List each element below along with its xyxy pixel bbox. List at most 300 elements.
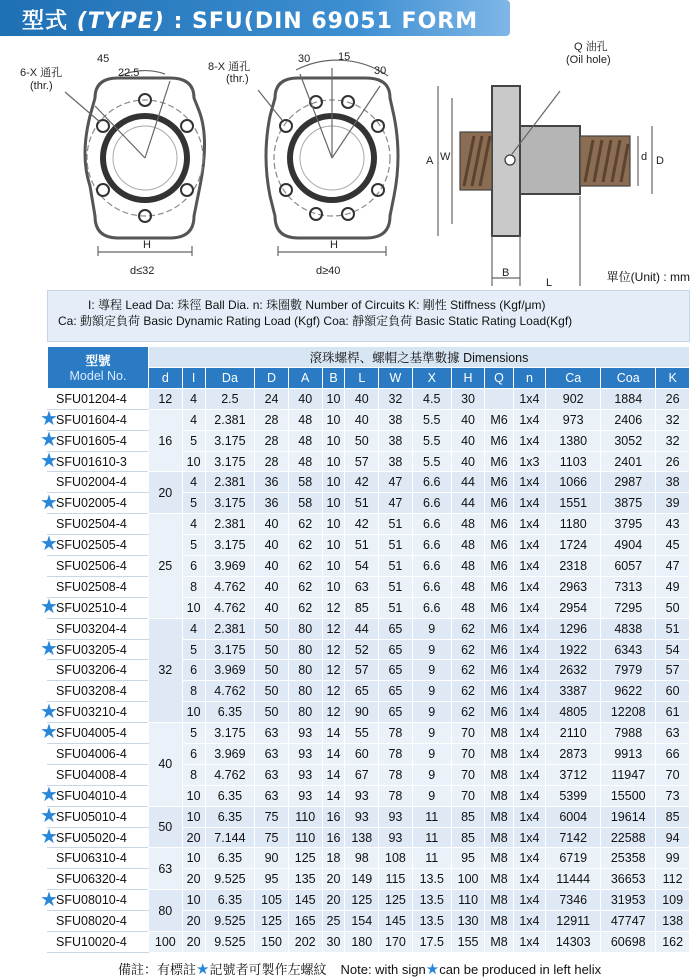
cell-q: M8	[485, 744, 513, 765]
cell-h: 85	[451, 827, 485, 848]
cell-a: 62	[288, 535, 322, 556]
cell-l: 40	[345, 409, 379, 430]
model-cell: SFU02004-4	[48, 472, 149, 493]
cell-h: 48	[451, 514, 485, 535]
cell-w: 65	[379, 618, 413, 639]
model-cell: SFU01204-4	[48, 388, 149, 409]
cell-q: M6	[485, 597, 513, 618]
cell-da: 6.35	[205, 702, 255, 723]
cell-i: 8	[182, 576, 205, 597]
cell-da: 3.175	[205, 493, 255, 514]
table-row	[48, 388, 690, 409]
legend-line-2: Ca: 動額定負荷 Basic Dynamic Rating Load (Kgf) Coa: 靜額定負荷 Basic Static Rating Load(Kgf)	[58, 314, 573, 328]
cell-i: 5	[182, 493, 205, 514]
cell-x: 5.5	[412, 430, 451, 451]
model-cell: SFU02508-4	[48, 576, 149, 597]
cell-coa: 1884	[601, 388, 656, 409]
shaft-diameter-cell: 40	[149, 723, 183, 807]
cell-b: 12	[322, 618, 345, 639]
cell-i: 8	[182, 764, 205, 785]
cell-ca: 12911	[546, 911, 601, 932]
cell-b: 18	[322, 848, 345, 869]
cell-d: 36	[255, 493, 289, 514]
model-cell: SFU02506-4	[48, 556, 149, 577]
footnote-en-after: can be produced in left helix	[439, 962, 602, 977]
cell-x: 5.5	[412, 409, 451, 430]
cell-i: 4	[182, 409, 205, 430]
model-cell: SFU08020-4	[48, 911, 149, 932]
model-cell: SFU03205-4	[48, 639, 149, 660]
model-cell: SFU03210-4	[48, 702, 149, 723]
cell-b: 25	[322, 911, 345, 932]
model-cell: SFU04008-4	[48, 764, 149, 785]
cell-x: 6.6	[412, 493, 451, 514]
title-colon: :	[173, 9, 184, 34]
cell-a: 58	[288, 472, 322, 493]
technical-drawings	[0, 36, 700, 286]
cell-coa: 6057	[601, 556, 656, 577]
cell-h: 44	[451, 472, 485, 493]
cell-w: 65	[379, 639, 413, 660]
cell-h: 62	[451, 660, 485, 681]
cell-b: 12	[322, 639, 345, 660]
cell-da: 9.525	[205, 911, 255, 932]
cell-n: 1x4	[513, 660, 546, 681]
star-icon: ★	[40, 533, 58, 556]
cell-k: 162	[656, 932, 690, 953]
star-icon: ★	[40, 721, 58, 744]
model-cell: SFU01604-4	[48, 409, 149, 430]
cell-coa: 15500	[601, 785, 656, 806]
cell-coa: 25358	[601, 848, 656, 869]
cell-a: 93	[288, 723, 322, 744]
cell-da: 3.969	[205, 744, 255, 765]
cell-q: M6	[485, 556, 513, 577]
cell-b: 10	[322, 576, 345, 597]
footnote	[118, 959, 601, 978]
left-d-label: d≤32	[130, 265, 155, 277]
cell-a: 93	[288, 764, 322, 785]
cell-b: 10	[322, 451, 345, 472]
cell-x: 11	[412, 806, 451, 827]
cell-i: 6	[182, 660, 205, 681]
shaft-diameter-cell: 100	[149, 932, 183, 953]
cell-x: 13.5	[412, 911, 451, 932]
cell-ca: 1551	[546, 493, 601, 514]
cell-i: 10	[182, 451, 205, 472]
cell-n: 1x4	[513, 388, 546, 409]
cell-q: M8	[485, 848, 513, 869]
cell-x: 13.5	[412, 869, 451, 890]
cell-da: 7.144	[205, 827, 255, 848]
cell-coa: 7295	[601, 597, 656, 618]
cell-q: M6	[485, 681, 513, 702]
cell-l: 138	[345, 827, 379, 848]
model-cell: SFU05020-4	[48, 827, 149, 848]
cell-w: 38	[379, 451, 413, 472]
cell-coa: 9622	[601, 681, 656, 702]
cell-n: 1x4	[513, 744, 546, 765]
oil-hole-label-en: (Oil hole)	[566, 54, 611, 66]
model-cell: SFU10020-4	[48, 932, 149, 953]
cell-ca: 902	[546, 388, 601, 409]
cell-a: 62	[288, 556, 322, 577]
cell-i: 10	[182, 702, 205, 723]
table-row	[48, 639, 690, 660]
footnote-cn-before: 備註：有標註	[118, 962, 197, 977]
cell-l: 180	[345, 932, 379, 953]
cell-l: 93	[345, 785, 379, 806]
cell-i: 6	[182, 556, 205, 577]
cell-q: M6	[485, 576, 513, 597]
column-header-coa: Coa	[601, 368, 656, 389]
cell-b: 10	[322, 430, 345, 451]
cell-q: M6	[485, 451, 513, 472]
cell-a: 80	[288, 618, 322, 639]
column-header-k: K	[656, 368, 690, 389]
cell-d: 63	[255, 744, 289, 765]
cell-d: 75	[255, 827, 289, 848]
cell-a: 62	[288, 597, 322, 618]
left-width-label: H	[143, 239, 151, 251]
cell-x: 17.5	[412, 932, 451, 953]
cell-h: 130	[451, 911, 485, 932]
star-icon: ★	[40, 596, 58, 618]
cell-a: 48	[288, 409, 322, 430]
cell-h: 48	[451, 556, 485, 577]
legend-box	[47, 290, 690, 342]
table-body	[48, 388, 690, 952]
cell-d: 95	[255, 869, 289, 890]
cell-k: 32	[656, 430, 690, 451]
cell-k: 38	[656, 472, 690, 493]
cell-n: 1x4	[513, 681, 546, 702]
cell-w: 78	[379, 785, 413, 806]
cell-w: 115	[379, 869, 413, 890]
cell-b: 12	[322, 702, 345, 723]
model-cell: SFU01610-3	[48, 451, 149, 472]
cell-q: M6	[485, 430, 513, 451]
cell-q: M8	[485, 932, 513, 953]
cell-da: 4.762	[205, 681, 255, 702]
cell-a: 110	[288, 806, 322, 827]
cell-w: 78	[379, 764, 413, 785]
cell-ca: 1066	[546, 472, 601, 493]
cell-da: 6.35	[205, 848, 255, 869]
cell-d: 63	[255, 785, 289, 806]
cell-q: M8	[485, 890, 513, 911]
cell-da: 3.969	[205, 660, 255, 681]
cell-w: 170	[379, 932, 413, 953]
shaft-diameter-cell: 20	[149, 472, 183, 514]
column-header-d: d	[149, 368, 183, 389]
cell-ca: 7346	[546, 890, 601, 911]
table-row	[48, 535, 690, 556]
cell-d: 50	[255, 702, 289, 723]
cell-l: 52	[345, 639, 379, 660]
cell-ca: 1380	[546, 430, 601, 451]
cell-i: 20	[182, 827, 205, 848]
cell-b: 14	[322, 764, 345, 785]
cell-b: 20	[322, 869, 345, 890]
cell-k: 70	[656, 764, 690, 785]
cell-k: 138	[656, 911, 690, 932]
title-prefix: 型式	[22, 9, 69, 34]
cell-q: M8	[485, 806, 513, 827]
cell-coa: 6343	[601, 639, 656, 660]
model-cell: SFU04005-4	[48, 723, 149, 744]
cell-coa: 11947	[601, 764, 656, 785]
cell-x: 9	[412, 660, 451, 681]
cell-x: 9	[412, 764, 451, 785]
left-hole-label-en: (thr.)	[30, 80, 53, 92]
cell-w: 51	[379, 514, 413, 535]
model-cell: SFU05010-4	[48, 806, 149, 827]
cell-h: 48	[451, 535, 485, 556]
cell-x: 9	[412, 785, 451, 806]
cell-i: 4	[182, 514, 205, 535]
cell-a: 202	[288, 932, 322, 953]
cell-k: 50	[656, 597, 690, 618]
cell-n: 1x4	[513, 911, 546, 932]
table-row	[48, 744, 690, 765]
cell-a: 135	[288, 869, 322, 890]
cell-l: 42	[345, 514, 379, 535]
cell-ca: 3712	[546, 764, 601, 785]
column-header-b: B	[322, 368, 345, 389]
star-icon: ★	[40, 491, 58, 514]
table-header-row-1	[48, 347, 690, 368]
column-header-d: D	[255, 368, 289, 389]
cell-ca: 2963	[546, 576, 601, 597]
model-cell: SFU04010-4	[48, 785, 149, 806]
star-icon: ★	[196, 961, 210, 978]
middle-d-label: d≥40	[316, 265, 341, 277]
cell-d: 28	[255, 430, 289, 451]
cell-h: 110	[451, 890, 485, 911]
model-header-cn: 型號	[85, 354, 111, 369]
cell-k: 85	[656, 806, 690, 827]
cell-n: 1x3	[513, 451, 546, 472]
title-type-word: (TYPE)	[76, 9, 165, 34]
cell-ca: 2954	[546, 597, 601, 618]
cell-l: 51	[345, 535, 379, 556]
cell-l: 51	[345, 493, 379, 514]
cell-coa: 2406	[601, 409, 656, 430]
cell-w: 47	[379, 472, 413, 493]
column-header-q: Q	[485, 368, 513, 389]
middle-angle-30a: 30	[298, 53, 311, 65]
cell-ca: 2110	[546, 723, 601, 744]
cell-x: 13.5	[412, 890, 451, 911]
cell-da: 6.35	[205, 785, 255, 806]
table-row	[48, 451, 690, 472]
cell-a: 80	[288, 639, 322, 660]
cell-coa: 36653	[601, 869, 656, 890]
cell-coa: 31953	[601, 890, 656, 911]
cell-b: 16	[322, 827, 345, 848]
cell-a: 165	[288, 911, 322, 932]
cell-i: 20	[182, 869, 205, 890]
cell-l: 93	[345, 806, 379, 827]
column-header-i: I	[182, 368, 205, 389]
star-icon: ★	[40, 784, 58, 807]
cell-da: 2.381	[205, 409, 255, 430]
cell-q: M6	[485, 702, 513, 723]
cell-d: 90	[255, 848, 289, 869]
star-icon: ★	[40, 637, 58, 660]
cell-n: 1x4	[513, 597, 546, 618]
table-row	[48, 618, 690, 639]
cell-d: 125	[255, 911, 289, 932]
cell-ca: 1296	[546, 618, 601, 639]
cell-coa: 2401	[601, 451, 656, 472]
cell-b: 10	[322, 388, 345, 409]
cell-k: 51	[656, 618, 690, 639]
model-cell: SFU02005-4	[48, 493, 149, 514]
cell-w: 65	[379, 681, 413, 702]
column-header-h: H	[451, 368, 485, 389]
table-row	[48, 409, 690, 430]
table-row	[48, 576, 690, 597]
oil-hole-label: Q 油孔	[574, 41, 608, 53]
cell-da: 6.35	[205, 806, 255, 827]
cell-da: 9.525	[205, 869, 255, 890]
table-row	[48, 430, 690, 451]
table-row	[48, 827, 690, 848]
cell-l: 90	[345, 702, 379, 723]
cell-ca: 14303	[546, 932, 601, 953]
cell-x: 5.5	[412, 451, 451, 472]
shaft-diameter-cell: 16	[149, 409, 183, 472]
cell-da: 9.525	[205, 932, 255, 953]
cell-x: 9	[412, 723, 451, 744]
cell-coa: 9913	[601, 744, 656, 765]
cell-d: 40	[255, 597, 289, 618]
footnote-en-before: Note: with sign	[340, 962, 426, 977]
cell-n: 1x4	[513, 764, 546, 785]
cell-w: 65	[379, 660, 413, 681]
cell-w: 38	[379, 409, 413, 430]
cell-l: 57	[345, 660, 379, 681]
shaft-diameter-cell: 12	[149, 388, 183, 409]
cell-b: 20	[322, 890, 345, 911]
cell-ca: 6004	[546, 806, 601, 827]
cell-n: 1x4	[513, 409, 546, 430]
cell-i: 5	[182, 430, 205, 451]
cell-i: 20	[182, 911, 205, 932]
cell-h: 62	[451, 702, 485, 723]
cell-h: 62	[451, 639, 485, 660]
dimensions-header: 滾珠螺桿、螺帽之基準數據 Dimensions	[149, 347, 690, 368]
cell-n: 1x4	[513, 514, 546, 535]
column-header-l: L	[345, 368, 379, 389]
model-header	[48, 347, 149, 389]
cell-k: 57	[656, 660, 690, 681]
cell-n: 1x4	[513, 493, 546, 514]
cell-b: 14	[322, 785, 345, 806]
shaft-diameter-cell: 63	[149, 848, 183, 890]
cell-a: 40	[288, 388, 322, 409]
star-icon: ★	[425, 961, 440, 978]
star-icon: ★	[40, 428, 58, 451]
cell-l: 149	[345, 869, 379, 890]
cell-d: 40	[255, 535, 289, 556]
table-row	[48, 932, 690, 953]
cell-coa: 60698	[601, 932, 656, 953]
cell-w: 145	[379, 911, 413, 932]
cell-x: 6.6	[412, 556, 451, 577]
cell-w: 51	[379, 597, 413, 618]
cell-l: 67	[345, 764, 379, 785]
cell-i: 6	[182, 744, 205, 765]
middle-angle-15: 15	[338, 51, 351, 63]
cell-h: 40	[451, 451, 485, 472]
cell-n: 1x4	[513, 702, 546, 723]
cell-x: 6.6	[412, 576, 451, 597]
cell-i: 5	[182, 639, 205, 660]
table-row	[48, 702, 690, 723]
cell-coa: 7979	[601, 660, 656, 681]
cell-k: 26	[656, 451, 690, 472]
cell-da: 4.762	[205, 576, 255, 597]
left-helix-stars	[18, 0, 58, 980]
cell-i: 10	[182, 848, 205, 869]
drawing-canvas	[0, 36, 700, 286]
cell-n: 1x4	[513, 639, 546, 660]
cell-h: 95	[451, 848, 485, 869]
cell-b: 12	[322, 597, 345, 618]
cell-l: 154	[345, 911, 379, 932]
shaft-diameter-cell: 25	[149, 514, 183, 618]
cell-b: 12	[322, 660, 345, 681]
model-cell: SFU08010-4	[48, 890, 149, 911]
cell-n: 1x4	[513, 576, 546, 597]
cell-da: 4.762	[205, 764, 255, 785]
cell-x: 9	[412, 681, 451, 702]
unit-label: 單位(Unit) : mm	[606, 270, 690, 284]
dim-D-label: D	[656, 155, 664, 167]
cell-h: 155	[451, 932, 485, 953]
cell-h: 40	[451, 409, 485, 430]
cell-d: 28	[255, 409, 289, 430]
cell-k: 54	[656, 639, 690, 660]
cell-da: 3.175	[205, 535, 255, 556]
cell-da: 3.175	[205, 451, 255, 472]
cell-h: 100	[451, 869, 485, 890]
cell-x: 9	[412, 618, 451, 639]
middle-hole-label: 8-X 通孔	[208, 61, 251, 73]
dim-b-label: B	[502, 267, 510, 279]
cell-b: 10	[322, 514, 345, 535]
legend-line-1: I: 導程 Lead Da: 珠徑 Ball Dia. n: 珠圈數 Number of Circuits K: 剛性 Stiffness (Kgf/μm)	[88, 298, 546, 312]
spec-table	[47, 346, 690, 953]
column-header-a: A	[288, 368, 322, 389]
cell-l: 125	[345, 890, 379, 911]
cell-d: 40	[255, 576, 289, 597]
cell-a: 48	[288, 430, 322, 451]
cell-i: 10	[182, 597, 205, 618]
cell-q: M6	[485, 514, 513, 535]
cell-h: 62	[451, 681, 485, 702]
cell-coa: 19614	[601, 806, 656, 827]
cell-l: 60	[345, 744, 379, 765]
title-model: SFU(DIN 69051 FORM B)	[22, 9, 479, 60]
cell-k: 45	[656, 535, 690, 556]
model-cell: SFU03204-4	[48, 618, 149, 639]
cell-k: 73	[656, 785, 690, 806]
table-row	[48, 556, 690, 577]
